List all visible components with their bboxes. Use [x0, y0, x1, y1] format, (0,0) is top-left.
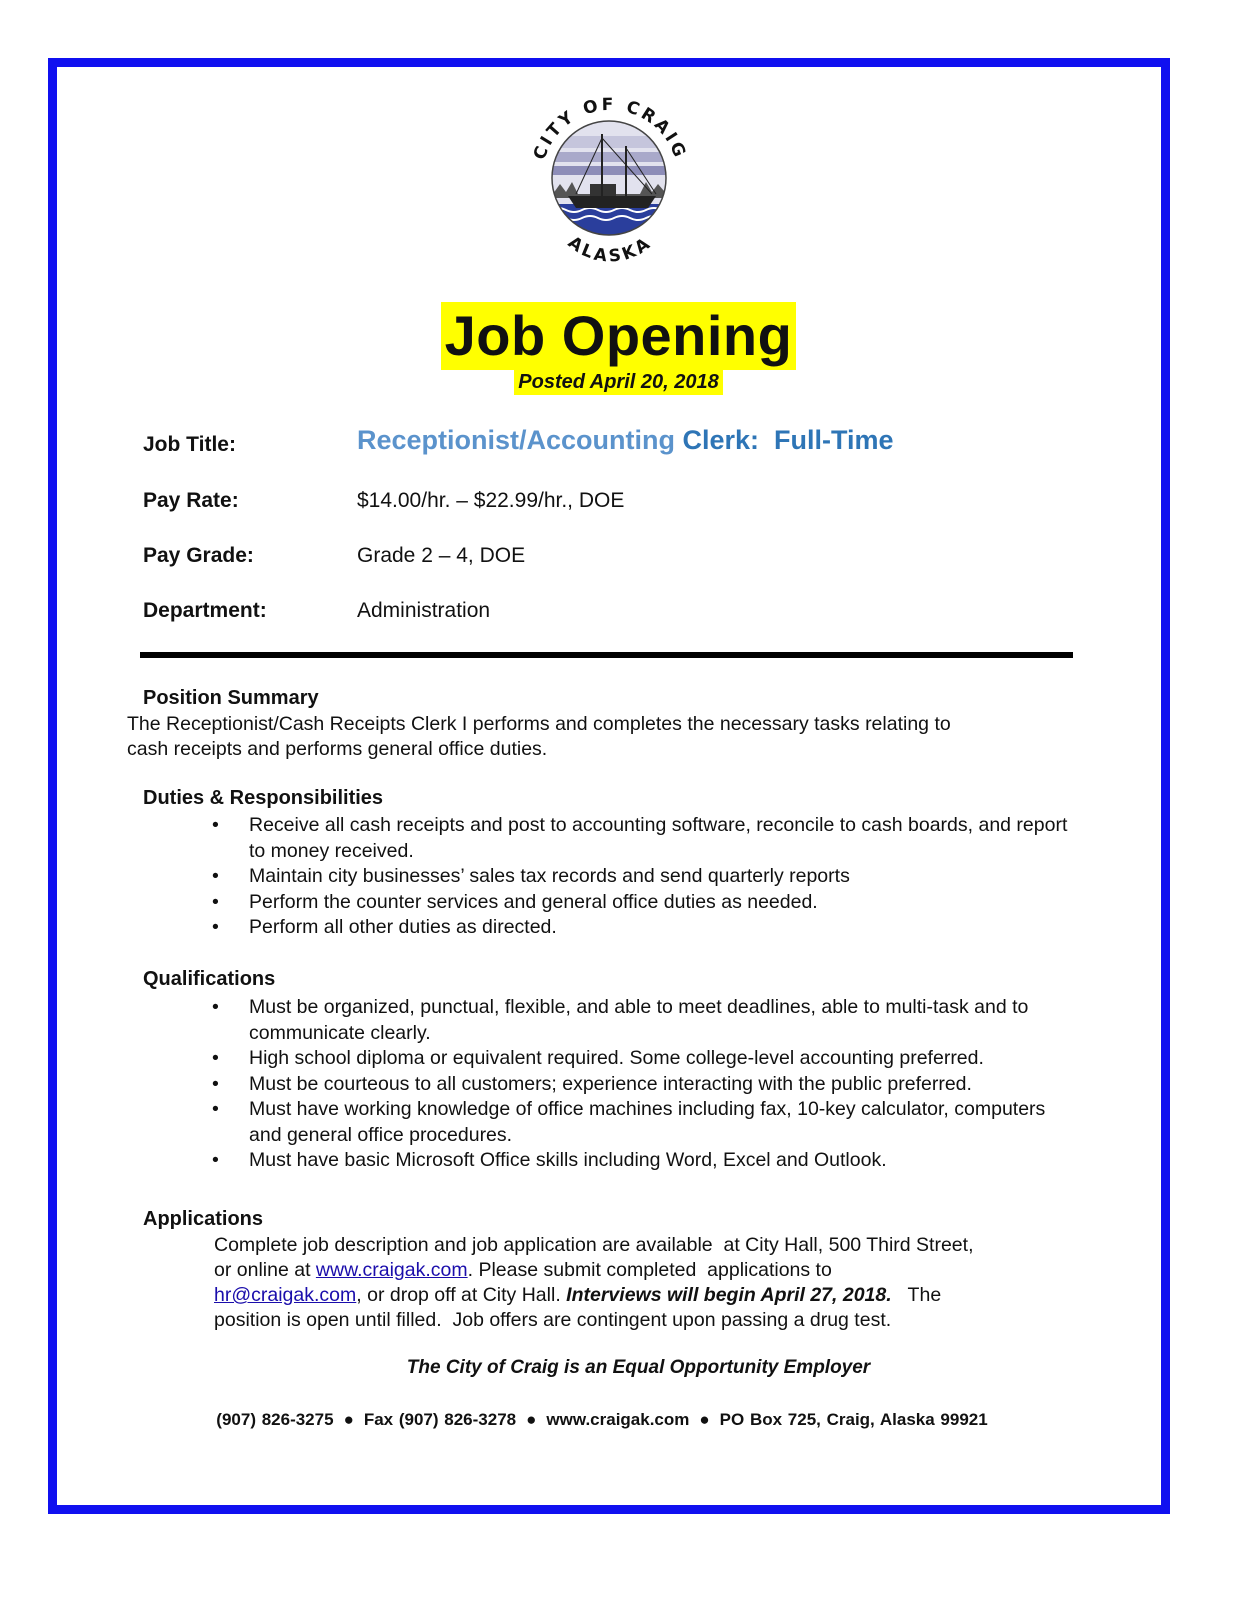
section-divider — [140, 652, 1073, 658]
job-title-label: Job Title: — [143, 433, 236, 456]
pay-grade-label: Pay Grade: — [143, 544, 254, 567]
bullet-separator-icon: ● — [343, 1410, 354, 1429]
footer-website: www.craigak.com — [546, 1410, 690, 1429]
pay-rate-label: Pay Rate: — [143, 489, 239, 512]
logo-bottom-text: ALASKA — [564, 232, 656, 267]
logo-top-text: CITY OF CRAIG — [529, 94, 691, 163]
job-title-value-part-a: Receptionist/Accounting — [357, 425, 676, 455]
department-value: Administration — [357, 599, 491, 622]
list-item: • Must be organized, punctual, flexible, and able to meet deadlines, able to multi-task and to communicate clearly. — [210, 995, 1079, 1046]
position-summary-heading: Position Summary — [143, 687, 319, 709]
posted-date: Posted April 20, 2018 — [514, 369, 722, 395]
job-title-value — [357, 425, 894, 456]
department-label: Department: — [143, 599, 267, 622]
applications-text — [214, 1233, 1094, 1333]
duties-list — [210, 813, 1079, 941]
applications-text-6: position is open until filled. Job offers are contingent upon passing a drug test. — [214, 1309, 892, 1331]
list-item: • Must be courteous to all customers; experience interacting with the public preferred. — [210, 1072, 1079, 1098]
svg-text:ALASKA — [564, 233, 656, 267]
position-summary-line-2: cash receipts and performs general office duties. — [127, 738, 548, 760]
list-item: • Must have working knowledge of office machines including fax, 10-key calculator, computers and general office procedures. — [210, 1097, 1079, 1148]
title-block — [0, 302, 1237, 370]
applications-heading: Applications — [143, 1208, 264, 1230]
footer-phone: (907) 826-3275 — [216, 1410, 334, 1429]
list-item: • High school diploma or equivalent required. Some college-level accounting preferred. — [210, 1046, 1079, 1072]
qualifications-heading: Qualifications — [143, 968, 276, 990]
applications-text-1: Complete job description and job application are available at City Hall, 500 Third Street, — [214, 1234, 974, 1256]
applications-text-4: , or drop off at City Hall. — [356, 1284, 567, 1306]
interviews-date: Interviews will begin April 27, 2018. — [566, 1284, 892, 1306]
bullet-separator-icon: ● — [699, 1410, 710, 1429]
posted-block — [0, 369, 1237, 395]
duties-heading: Duties & Responsibilities — [143, 787, 384, 809]
pay-grade-value: Grade 2 – 4, DOE — [357, 544, 526, 567]
footer-fax: Fax (907) 826-3278 — [363, 1410, 517, 1429]
website-link[interactable]: www.craigak.com — [315, 1259, 468, 1281]
bullet-separator-icon: ● — [526, 1410, 537, 1429]
pay-rate-value: $14.00/hr. – $22.99/hr., DOE — [357, 489, 625, 512]
applications-text-3: . Please submit completed applications to — [467, 1259, 832, 1281]
list-item: • Receive all cash receipts and post to accounting software, reconcile to cash boards, and report to money received. — [210, 813, 1079, 864]
applications-text-5: The — [891, 1284, 942, 1306]
job-title-value-part-b: Clerk: Full-Time — [675, 425, 894, 455]
list-item: • Must have basic Microsoft Office skills including Word, Excel and Outlook. — [210, 1148, 1079, 1174]
list-item: • Perform the counter services and general office duties as needed. — [210, 890, 1079, 916]
position-summary-line-1: The Receptionist/Cash Receipts Clerk I performs and completes the necessary tasks relating to — [127, 713, 951, 735]
footer-address: PO Box 725, Craig, Alaska 99921 — [719, 1410, 988, 1429]
equal-opportunity-statement: The City of Craig is an Equal Opportunity Employer — [406, 1357, 871, 1378]
qualifications-list — [210, 995, 1079, 1174]
list-item: • Perform all other duties as directed. — [210, 915, 1079, 941]
city-of-craig-logo — [520, 86, 698, 270]
list-item: • Maintain city businesses’ sales tax records and send quarterly reports — [210, 864, 1079, 890]
applications-text-2: or online at — [214, 1259, 316, 1281]
email-link[interactable]: hr@craigak.com — [214, 1284, 357, 1306]
page-title: Job Opening — [441, 302, 797, 370]
contact-footer — [0, 1410, 1204, 1430]
